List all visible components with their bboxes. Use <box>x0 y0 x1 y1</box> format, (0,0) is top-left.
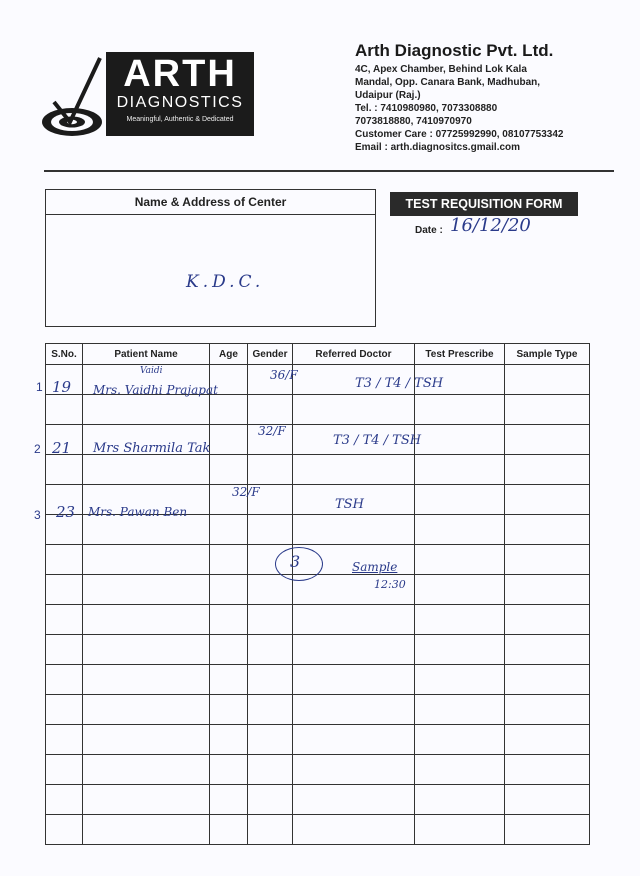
table-cell <box>293 785 415 815</box>
table-cell <box>83 785 210 815</box>
table-cell <box>210 785 248 815</box>
table-cell <box>83 755 210 785</box>
table-cell <box>505 425 590 455</box>
table-cell <box>248 695 293 725</box>
row-number: 3 <box>34 508 41 522</box>
table-cell <box>46 605 83 635</box>
form-title: TEST REQUISITION FORM <box>390 192 578 216</box>
table-cell <box>248 515 293 545</box>
column-header: Patient Name <box>83 344 210 365</box>
table-row <box>46 515 590 545</box>
table-cell <box>210 395 248 425</box>
table-cell <box>248 635 293 665</box>
center-name: K.D.C. <box>186 272 265 292</box>
center-heading: Name & Address of Center <box>46 190 375 215</box>
target-check-logo-icon <box>40 52 106 140</box>
handwritten-name-note: Vaidi <box>140 366 163 376</box>
table-cell <box>293 815 415 845</box>
table-cell <box>505 575 590 605</box>
company-name: Arth Diagnostic Pvt. Ltd. <box>355 41 554 60</box>
logo-box <box>106 52 254 136</box>
center-box <box>45 189 376 327</box>
table-cell <box>83 575 210 605</box>
table-cell <box>505 725 590 755</box>
column-header: Referred Doctor <box>293 344 415 365</box>
table-cell <box>415 515 505 545</box>
handwritten-age-gender: 32/F <box>232 485 260 499</box>
handwritten-age-gender: 36/F <box>270 368 298 382</box>
table-row <box>46 635 590 665</box>
table-cell <box>46 785 83 815</box>
table-cell <box>248 755 293 785</box>
table-cell <box>210 425 248 455</box>
table-cell <box>46 755 83 785</box>
table-cell <box>210 665 248 695</box>
table-cell <box>83 455 210 485</box>
table-cell <box>46 665 83 695</box>
address-line: Udaipur (Raj.) <box>355 90 421 101</box>
table-cell <box>46 815 83 845</box>
column-header: Age <box>210 344 248 365</box>
table-cell <box>46 725 83 755</box>
table-cell <box>248 785 293 815</box>
table-cell <box>210 545 248 575</box>
table-cell <box>505 365 590 395</box>
column-header: Sample Type <box>505 344 590 365</box>
header-divider <box>44 170 614 172</box>
table-cell <box>248 605 293 635</box>
table-cell <box>505 545 590 575</box>
telephone: Tel. : 7410980980, 7073308880 <box>355 103 498 114</box>
table-cell <box>415 665 505 695</box>
table-cell <box>46 545 83 575</box>
table-cell <box>210 695 248 725</box>
handwritten-age-gender: 32/F <box>258 424 286 438</box>
table-cell <box>505 635 590 665</box>
table-row <box>46 605 590 635</box>
table-cell <box>415 455 505 485</box>
table-cell <box>505 605 590 635</box>
table-cell <box>293 515 415 545</box>
table-cell <box>83 605 210 635</box>
column-header: Test Prescribe <box>415 344 505 365</box>
logo-title: ARTH <box>123 53 237 95</box>
handwritten-tests: T3 / T4 / TSH <box>355 376 444 391</box>
table-cell <box>505 785 590 815</box>
requisition-table <box>45 343 590 845</box>
address-line: 4C, Apex Chamber, Behind Lok Kala <box>355 64 527 75</box>
table-cell <box>46 695 83 725</box>
handwritten-sample-time: 12:30 <box>374 578 406 591</box>
handwritten-sno: 19 <box>52 378 72 396</box>
handwritten-tests: T3 / T4 / TSH <box>333 433 422 448</box>
table-cell <box>415 785 505 815</box>
table-cell <box>415 755 505 785</box>
table-cell <box>248 575 293 605</box>
handwritten-count: 3 <box>290 552 301 571</box>
table-cell <box>415 575 505 605</box>
table-cell <box>210 515 248 545</box>
handwritten-sno: 23 <box>56 503 76 521</box>
table-cell <box>505 485 590 515</box>
table-cell <box>415 815 505 845</box>
table-cell <box>415 635 505 665</box>
table-cell <box>293 665 415 695</box>
handwritten-patient-name: Mrs. Vaidhi Prajapat <box>93 383 218 397</box>
table-cell <box>293 455 415 485</box>
table-cell <box>83 695 210 725</box>
table-cell <box>505 455 590 485</box>
table-row <box>46 755 590 785</box>
column-header: Gender <box>248 344 293 365</box>
table-cell <box>505 755 590 785</box>
table-row <box>46 725 590 755</box>
table-cell <box>293 605 415 635</box>
table-cell <box>293 635 415 665</box>
company-details <box>355 41 625 154</box>
table-cell <box>210 575 248 605</box>
table-cell <box>415 695 505 725</box>
table-cell <box>83 395 210 425</box>
table-cell <box>415 605 505 635</box>
table-cell <box>505 695 590 725</box>
table-cell <box>415 725 505 755</box>
table-cell <box>505 665 590 695</box>
email: Email : arth.diagnositcs.gmail.com <box>355 142 521 153</box>
table-cell <box>293 725 415 755</box>
table-cell <box>505 515 590 545</box>
table-cell <box>248 395 293 425</box>
table-cell <box>210 815 248 845</box>
table-cell <box>83 545 210 575</box>
date-value: 16/12/20 <box>450 215 531 236</box>
table-cell <box>293 755 415 785</box>
table-cell <box>83 725 210 755</box>
logo-subtitle: DIAGNOSTICS <box>116 94 244 111</box>
table-cell <box>46 635 83 665</box>
table-cell <box>83 515 210 545</box>
table-cell <box>415 425 505 455</box>
table-cell <box>83 665 210 695</box>
row-number: 2 <box>34 442 41 456</box>
table-row <box>46 665 590 695</box>
table-cell <box>415 485 505 515</box>
table-row <box>46 695 590 725</box>
table-cell <box>210 605 248 635</box>
handwritten-patient-name: Mrs Sharmila Tak <box>93 441 211 456</box>
table-cell <box>46 455 83 485</box>
table-row <box>46 395 590 425</box>
handwritten-sno: 21 <box>52 439 72 457</box>
date-label: Date : <box>415 225 443 236</box>
row-number: 1 <box>36 380 43 394</box>
handwritten-sample-note: Sample <box>352 560 398 574</box>
table-cell <box>46 575 83 605</box>
table-cell <box>415 395 505 425</box>
table-cell <box>248 665 293 695</box>
table-cell <box>415 545 505 575</box>
table-cell <box>46 395 83 425</box>
table-cell <box>293 395 415 425</box>
table-cell <box>248 815 293 845</box>
column-header: S.No. <box>46 344 83 365</box>
table-header-row <box>46 344 590 365</box>
table-cell <box>210 455 248 485</box>
customer-care: Customer Care : 07725992990, 08107753342 <box>355 129 564 140</box>
table-cell <box>210 725 248 755</box>
table-cell <box>83 815 210 845</box>
table-row <box>46 455 590 485</box>
table-cell <box>83 635 210 665</box>
table-cell <box>505 395 590 425</box>
table-cell <box>210 755 248 785</box>
table-cell <box>505 815 590 845</box>
table-cell <box>248 455 293 485</box>
handwritten-tests: TSH <box>335 497 364 512</box>
table-row <box>46 785 590 815</box>
address-line: Mandal, Opp. Canara Bank, Madhuban, <box>355 77 541 88</box>
telephone: 7073818880, 7410970970 <box>355 116 472 127</box>
table-row <box>46 575 590 605</box>
handwritten-patient-name: Mrs. Pawan Ben <box>88 505 188 519</box>
table-cell <box>248 725 293 755</box>
table-cell <box>210 635 248 665</box>
logo-tagline: Meaningful, Authentic & Dedicated <box>126 116 234 123</box>
table-row <box>46 815 590 845</box>
table-cell <box>293 695 415 725</box>
